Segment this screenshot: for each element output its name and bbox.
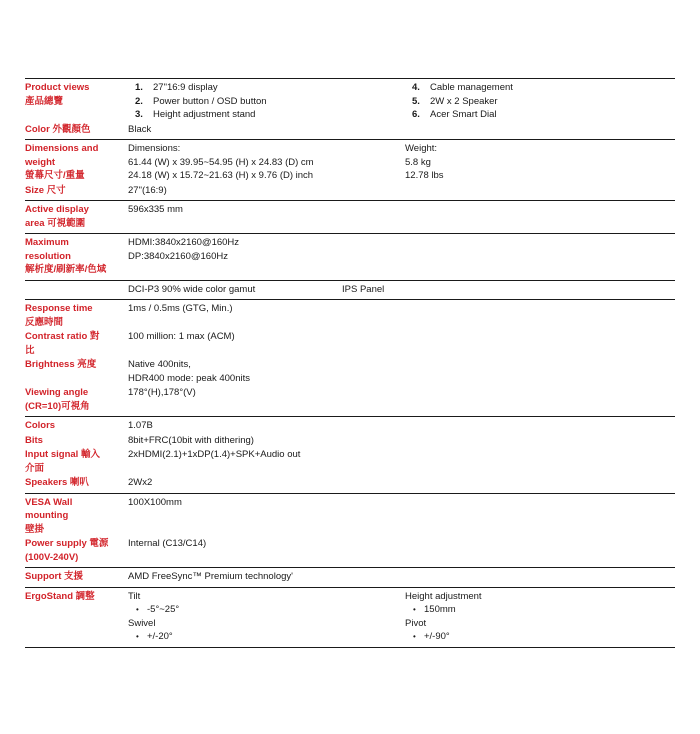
label-line: 反應時間 — [25, 316, 64, 328]
label-line: Input signal 輸入 — [25, 449, 100, 460]
row-active-display-area — [25, 203, 675, 230]
row-product-views — [25, 81, 675, 122]
label-line: Brightness 亮度 — [25, 359, 97, 370]
item-text: Cable management — [430, 82, 513, 93]
row-size — [25, 184, 675, 198]
label-vesa-wall-mounting — [25, 496, 128, 537]
label-speakers — [25, 476, 128, 490]
value-line: 1ms / 0.5ms (GTG, Min.) — [128, 303, 233, 314]
value-line: 596x335 mm — [128, 204, 183, 215]
value-line: 61.44 (W) x 39.95~54.95 (H) x 24.83 (D) cm — [128, 156, 314, 168]
section-signal — [25, 416, 675, 493]
value-color — [128, 123, 405, 137]
bullet-text: -5°~25° — [147, 604, 180, 615]
section-active-area — [25, 200, 675, 233]
content-color — [128, 123, 675, 137]
numbered-item — [128, 81, 405, 95]
section-ergostand — [25, 587, 675, 647]
label-colors — [25, 419, 128, 433]
section-panel — [25, 280, 675, 300]
label-power-supply — [25, 537, 128, 564]
value-active-display-area — [128, 203, 405, 217]
value-product-views — [128, 81, 405, 122]
value-line: IPS Panel — [342, 283, 385, 295]
value-speakers — [128, 476, 405, 490]
item-text: Height adjustment stand — [153, 109, 256, 120]
label-color — [25, 123, 128, 137]
item-number: 3. — [135, 109, 143, 120]
value-line: 100X100mm — [128, 496, 182, 508]
bullet-text: +/-20° — [147, 631, 173, 642]
value-response-time — [128, 302, 405, 316]
row-support — [25, 570, 675, 584]
label-line: 介面 — [25, 462, 45, 474]
value-support — [128, 570, 405, 584]
item-number: 4. — [412, 82, 420, 93]
label-line: VESA Wall — [25, 496, 73, 508]
value-line: AMD FreeSync™ Premium technology' — [128, 571, 293, 582]
bullet-item — [128, 603, 405, 617]
bullet-text: +/-90° — [424, 631, 450, 642]
numbered-item — [405, 81, 673, 95]
row-colors — [25, 419, 675, 433]
label-response-time — [25, 302, 128, 329]
label-line: (100V-240V) — [25, 551, 79, 563]
content-brightness — [128, 358, 675, 385]
content-active-display-area — [128, 203, 675, 230]
value-colors — [128, 419, 405, 433]
value-line: 24.18 (W) x 15.72~21.63 (H) x 9.76 (D) inch — [128, 170, 314, 181]
item-text: 27"16:9 display — [153, 82, 218, 93]
section-mounting-power — [25, 493, 675, 568]
row-color — [25, 123, 675, 137]
section-resolution — [25, 233, 675, 280]
content-maximum-resolution — [128, 236, 675, 277]
label-line: Viewing angle — [25, 387, 89, 398]
content-viewing-angle — [128, 386, 675, 413]
value-power-supply — [128, 537, 405, 551]
label-product-views — [25, 81, 128, 122]
value-line: 2xHDMI(2.1)+1xDP(1.4)+SPK+Audio out — [128, 449, 301, 460]
item-text: Power button / OSD button — [153, 95, 267, 107]
label-maximum-resolution — [25, 236, 128, 277]
bullet-item — [405, 630, 673, 644]
label-line: 解析度/刷新率/色域 — [25, 264, 107, 275]
bullet-icon: • — [413, 605, 416, 614]
label-line: Dimensions and — [25, 143, 99, 154]
value-line: 178°(H),178°(V) — [128, 387, 196, 398]
row-dimensions-weight — [25, 142, 675, 183]
content-vesa-wall-mounting — [128, 496, 675, 537]
value-line: Native 400nits, — [128, 359, 191, 370]
label-line: Power supply 電源 — [25, 538, 109, 549]
label-line: Size 尺寸 — [25, 184, 66, 196]
value-dimensions-weight — [128, 142, 405, 183]
label-line: mounting — [25, 510, 69, 521]
value-line: 1.07B — [128, 420, 153, 431]
bullet-text: 150mm — [424, 604, 456, 615]
value-ergostand — [128, 590, 405, 644]
value-line: HDR400 mode: peak 400nits — [128, 372, 250, 384]
row-power-supply — [25, 537, 675, 564]
content-power-supply — [128, 537, 675, 564]
label-line: weight — [25, 156, 56, 168]
row-maximum-resolution — [25, 236, 675, 277]
label-contrast-ratio — [25, 330, 128, 357]
value-line: Black — [128, 123, 152, 135]
label-line: Color 外觀顏色 — [25, 123, 91, 135]
content-bits — [128, 434, 675, 448]
numbered-item — [405, 108, 673, 122]
content-response-time — [128, 302, 675, 329]
row-speakers — [25, 476, 675, 490]
label-size — [25, 184, 128, 198]
bullet-icon: • — [136, 605, 139, 614]
value-line: 2Wx2 — [128, 477, 153, 488]
section-support — [25, 567, 675, 587]
content-colors — [128, 419, 675, 433]
item-number: 6. — [412, 109, 420, 120]
label-color-gamut — [25, 283, 128, 297]
row-response-time — [25, 302, 675, 329]
section-dimensions — [25, 139, 675, 200]
label-line: 壁掛 — [25, 523, 45, 535]
label-ergostand — [25, 590, 128, 644]
content-dimensions-weight — [128, 142, 675, 183]
content-color-gamut — [128, 283, 675, 297]
content-speakers — [128, 476, 675, 490]
right-value-dimensions-weight — [405, 142, 673, 183]
value-brightness — [128, 358, 405, 385]
label-line: resolution — [25, 250, 71, 262]
label-support — [25, 570, 128, 584]
value-bits — [128, 434, 405, 448]
value-line: 12.78 lbs — [405, 170, 444, 181]
value-line: DP:3840x2160@160Hz — [128, 250, 228, 262]
value-line: Tilt — [128, 590, 141, 602]
content-support — [128, 570, 675, 584]
label-line: Active display — [25, 204, 89, 215]
item-number: 1. — [135, 82, 143, 93]
bullet-icon: • — [136, 632, 139, 641]
label-dimensions-weight — [25, 142, 128, 183]
row-bits — [25, 434, 675, 448]
value-maximum-resolution — [128, 236, 405, 263]
value-input-signal — [128, 448, 405, 462]
label-line: Product views — [25, 82, 90, 93]
label-input-signal — [25, 448, 128, 475]
value-contrast-ratio — [128, 330, 405, 344]
label-line: Maximum — [25, 237, 69, 248]
label-line: Bits — [25, 434, 43, 446]
numbered-item — [128, 108, 405, 122]
bullet-icon: • — [413, 632, 416, 641]
label-line: area 可視範圍 — [25, 217, 86, 229]
value-line: Swivel — [128, 617, 156, 629]
value-line: Dimensions: — [128, 143, 181, 154]
value-line: 27"(16:9) — [128, 184, 167, 196]
value-size — [128, 184, 405, 198]
label-line: Speakers 喇叭 — [25, 477, 89, 488]
label-viewing-angle — [25, 386, 128, 413]
content-contrast-ratio — [128, 330, 675, 357]
section-overview — [25, 78, 675, 139]
row-ergostand — [25, 590, 675, 644]
label-line: Support 支援 — [25, 571, 84, 582]
row-brightness — [25, 358, 675, 385]
label-brightness — [25, 358, 128, 385]
content-input-signal — [128, 448, 675, 475]
label-bits — [25, 434, 128, 448]
content-product-views — [128, 81, 675, 122]
item-number: 2. — [135, 95, 143, 107]
value-line: HDMI:3840x2160@160Hz — [128, 237, 240, 248]
label-line: ErgoStand 調整 — [25, 590, 95, 602]
content-size — [128, 184, 675, 198]
content-ergostand — [128, 590, 675, 644]
value-line: 8bit+FRC(10bit with dithering) — [128, 434, 254, 446]
item-text: 2W x 2 Speaker — [430, 95, 498, 107]
value-line: Height adjustment — [405, 590, 482, 602]
label-line: Colors — [25, 420, 56, 431]
label-line: (CR=10)可視角 — [25, 400, 90, 412]
label-line: Response time — [25, 303, 93, 314]
row-color-gamut — [25, 283, 675, 297]
row-contrast-ratio — [25, 330, 675, 357]
right-value-product-views — [405, 81, 673, 122]
item-number: 5. — [412, 95, 420, 107]
item-text: Acer Smart Dial — [430, 109, 497, 120]
mid-value-color-gamut — [342, 283, 384, 297]
numbered-item — [128, 95, 405, 109]
value-line: 100 million: 1 max (ACM) — [128, 331, 235, 342]
label-line: 產品總覽 — [25, 95, 64, 107]
value-line: 5.8 kg — [405, 156, 431, 168]
row-vesa-wall-mounting — [25, 496, 675, 537]
label-line: 螢幕尺寸/重量 — [25, 170, 85, 181]
bullet-item — [128, 630, 405, 644]
value-line: DCI-P3 90% wide color gamut — [128, 283, 256, 295]
value-line: Pivot — [405, 617, 427, 629]
numbered-item — [405, 95, 673, 109]
value-line: Internal (C13/C14) — [128, 538, 207, 549]
label-active-display-area — [25, 203, 128, 230]
row-input-signal — [25, 448, 675, 475]
value-line: Weight: — [405, 143, 438, 154]
value-vesa-wall-mounting — [128, 496, 405, 510]
value-viewing-angle — [128, 386, 405, 400]
row-viewing-angle — [25, 386, 675, 413]
bullet-item — [405, 603, 673, 617]
spec-table — [25, 78, 675, 648]
section-display-performance — [25, 299, 675, 416]
right-value-ergostand — [405, 590, 673, 644]
label-line: Contrast ratio 對 — [25, 331, 100, 342]
label-line: 比 — [25, 344, 35, 356]
